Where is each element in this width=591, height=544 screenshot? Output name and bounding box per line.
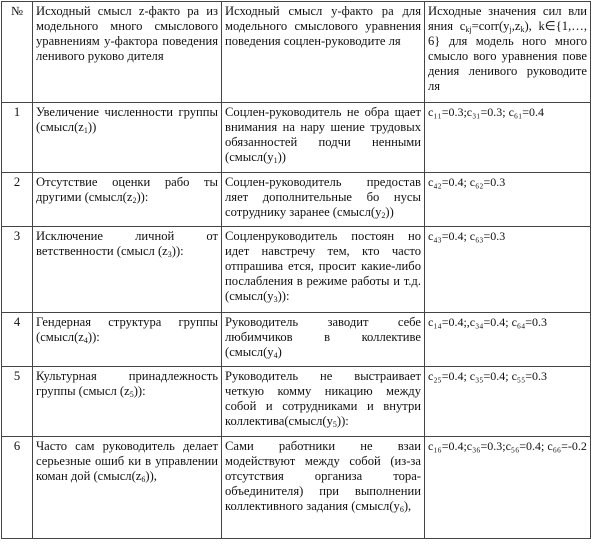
y-factor-cell <box>222 367 425 437</box>
z-factor-cell <box>33 173 222 227</box>
z-factor-end: )): <box>171 244 184 258</box>
z-factor-text: Часто сам руководитель делает серьезные ошиб ки в управлении коман дой (смысл(z <box>36 439 218 483</box>
y-factor-cell <box>222 313 425 367</box>
z-factor-end: )): <box>133 384 146 398</box>
z-factor-text: Исключение личной от ветственности (смысл (z <box>36 229 218 258</box>
z-factor-index: 5 <box>129 390 134 399</box>
y-factor-text: Сами работники не взаи модействуют между собой (из-за отсутствия организа тора-объединителя) при выполнении коллективного задания (смысл(y <box>225 439 421 513</box>
header-col4-sub-k: k <box>520 25 525 34</box>
z-factor-index: 3 <box>167 250 172 259</box>
table-header-row <box>2 2 591 103</box>
y-factor-index: 4 <box>273 351 278 360</box>
data-table <box>1 1 591 539</box>
y-factor-index: 2 <box>381 211 386 220</box>
z-factor-cell <box>33 103 222 173</box>
table-row <box>2 103 591 173</box>
z-factor-cell <box>33 367 222 437</box>
y-factor-index: 3 <box>273 295 278 304</box>
header-col4-text-a: Исходные значения сил вли яния c <box>428 4 587 33</box>
y-factor-cell <box>222 103 425 173</box>
header-col4-text-d: ), k∈{1,…, 6} для модель ного много смысло вого уравнения пове дения ленивого руководите ля <box>428 19 587 93</box>
z-factor-cell <box>33 227 222 313</box>
y-factor-text: Руководитель не выстраивает четкую комму никацию между собой и сотрудниками и внутри коллектива(смысл(y <box>225 369 421 428</box>
influence-values-cell: c₄₂=0.4; c₆₂=0.3 <box>425 173 591 227</box>
z-factor-end: )): <box>136 190 149 204</box>
header-col4-sub-j: j <box>509 25 512 34</box>
influence-values-cell: c₁₁=0.3;c₃₁=0.3; c₆₁=0.4 <box>425 103 591 173</box>
influence-values-cell: c₁₄=0.4;,c₃₄=0.4; c₆₄=0.3 <box>425 313 591 367</box>
y-factor-index: 6 <box>399 505 404 514</box>
z-factor-cell <box>33 437 222 539</box>
header-y-factor: Исходный смысл y-факто ра для модельного смыслового уравнения поведения соцлен-руководите ля <box>222 2 425 103</box>
z-factor-text: Гендерная структура группы (смысл(z <box>36 315 218 344</box>
y-factor-text: Руководитель заводит себе любимчиков в коллективе (смысл(y <box>225 315 421 359</box>
influence-values-cell: c₄₃=0.4; c₆₃=0.3 <box>425 227 591 313</box>
y-factor-text: Соцлен-руководитель предостав ляет дополнительные бо нусы сотруднику заранее (смысл(y <box>225 175 421 219</box>
table-row <box>2 367 591 437</box>
y-factor-end: )) <box>385 205 394 219</box>
y-factor-end: )): <box>277 289 290 303</box>
y-factor-index: 5 <box>332 420 337 429</box>
y-factor-cell <box>222 437 425 539</box>
y-factor-end: ) <box>277 345 282 359</box>
y-factor-cell <box>222 173 425 227</box>
row-number: 3 <box>2 227 33 313</box>
y-factor-end: ), <box>403 499 412 513</box>
table-row <box>2 173 591 227</box>
z-factor-end: )): <box>87 330 100 344</box>
z-factor-index: 1 <box>83 126 88 135</box>
z-factor-end: )), <box>145 469 157 483</box>
y-factor-text: Соцленруководитель постоян но идет навстречу тем, кто часто отпрашива ется, просит какие-либо послабления в режиме работы и т.д. (смысл(y <box>225 229 421 303</box>
table-row <box>2 313 591 367</box>
header-col4-sub-kj: kj <box>465 25 472 34</box>
y-factor-end: )): <box>336 414 349 428</box>
y-factor-text: Соцлен-руководитель не обра щает внимания на нару шение трудовых обязанностей подчи ненными (смысл(y <box>225 105 421 164</box>
row-number: 1 <box>2 103 33 173</box>
y-factor-cell <box>222 227 425 313</box>
header-influence-values <box>425 2 591 103</box>
z-factor-index: 4 <box>83 336 88 345</box>
influence-values-cell: c₁₆=0.4;c₃₆=0.3;c₅₆=0.4; c₆₆=-0.2 <box>425 437 591 539</box>
z-factor-text: Увеличение численности группы (смысл(z <box>36 105 218 134</box>
z-factor-text: Культурная принадлежность группы (смысл (z <box>36 369 218 398</box>
header-col4-text-b: =corr(y <box>471 19 510 33</box>
row-number: 5 <box>2 367 33 437</box>
table-row <box>2 437 591 539</box>
header-col4-text-c: ,z <box>511 19 521 33</box>
z-factor-index: 2 <box>132 196 137 205</box>
row-number: 4 <box>2 313 33 367</box>
z-factor-cell <box>33 313 222 367</box>
row-number: 6 <box>2 437 33 539</box>
z-factor-end: )) <box>87 120 97 134</box>
z-factor-text: Отсутствие оценки рабо ты другими (смысл(z <box>36 175 218 204</box>
y-factor-end: )) <box>277 150 286 164</box>
header-z-factor: Исходный смысл z-факто ра из модельного много смыслового уравнениям y-фактора поведения ленивого руково дителя <box>33 2 222 103</box>
influence-values-cell: c₂₅=0.4; c₃₅=0.4; c₅₅=0.3 <box>425 367 591 437</box>
y-factor-index: 1 <box>273 156 278 165</box>
z-factor-index: 6 <box>141 475 146 484</box>
header-number: № <box>2 2 33 103</box>
table-row <box>2 227 591 313</box>
row-number: 2 <box>2 173 33 227</box>
